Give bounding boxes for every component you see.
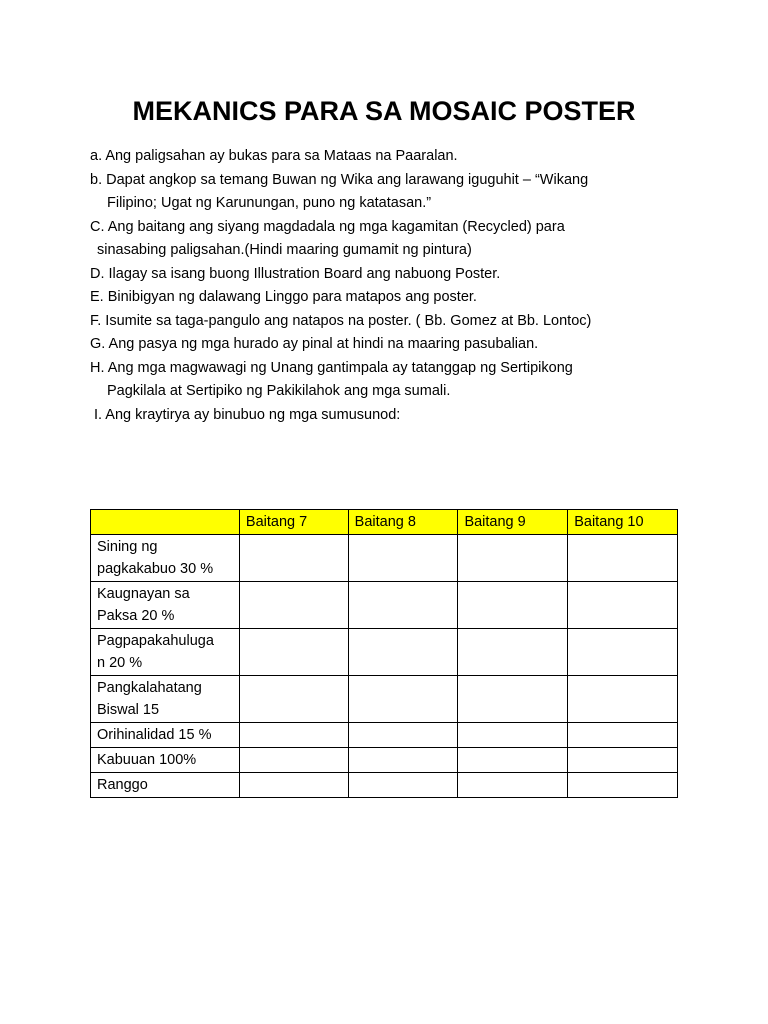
criterion-label-line: Ranggo [97,777,148,793]
header-baitang-10: Baitang 10 [568,510,678,535]
rule-g: G. Ang pasya ng mga hurado ay pinal at hindi na maaring pasubalian. [90,336,539,352]
criterion-label [91,535,240,582]
table-row [91,676,678,723]
header-baitang-9: Baitang 9 [458,510,568,535]
score-cell [458,748,568,773]
score-cell [239,582,348,629]
score-cell [239,629,348,676]
rule-c: C. Ang baitang ang siyang magdadala ng mga kagamitan (Recycled) para [90,218,565,235]
table-row [91,748,678,773]
header-cell-blank [91,510,240,535]
score-cell [239,748,348,773]
page-title: MEKANICS PARA SA MOSAIC POSTER [132,96,636,126]
criterion-label-line: n 20 % [97,655,143,671]
table-row [91,582,678,629]
score-cell [568,676,678,723]
criterion-label [91,676,240,723]
criterion-label-line: Sining ng [97,539,158,555]
header-baitang-7: Baitang 7 [239,510,348,535]
score-cell [348,723,458,748]
score-cell [348,748,458,773]
score-cell [458,676,568,723]
table-row [91,723,678,748]
score-cell [458,773,568,798]
score-cell [568,748,678,773]
score-cell [348,535,458,582]
rule-h: H. Ang mga magwawagi ng Unang gantimpala ay tatanggap ng Sertipikong [90,359,573,376]
header-baitang-8: Baitang 8 [348,510,458,535]
rule-f: F. Isumite sa taga-pangulo ang natapos na poster. ( Bb. Gomez at Bb. Lontoc) [90,312,592,329]
score-cell [239,723,348,748]
criterion-label [91,582,240,629]
criterion-label [91,723,240,748]
criterion-label-line: Pangkalahatang [97,680,202,696]
table-row [91,773,678,798]
table-row [91,629,678,676]
score-cell [568,773,678,798]
table-row [91,535,678,582]
criterion-label [91,748,240,773]
table-header-row [91,510,678,535]
score-cell [348,582,458,629]
criterion-label-line: Kaugnayan sa [97,586,190,602]
criterion-label [91,629,240,676]
rule-b-continued: Filipino; Ugat ng Karunungan, puno ng katatasan.” [107,195,432,211]
criterion-label [91,773,240,798]
score-cell [458,582,568,629]
score-cell [239,535,348,582]
criterion-label-line: Biswal 15 [97,702,160,718]
score-cell [568,535,678,582]
criterion-label-line: Paksa 20 % [97,608,175,624]
criterion-label-line: Kabuuan 100% [97,752,197,768]
mechanics-list [90,145,690,427]
score-cell [348,676,458,723]
rule-a: a. Ang paligsahan ay bukas para sa Mataas na Paaralan. [90,148,458,164]
rule-i: I. Ang kraytirya ay binubuo ng mga sumusunod: [94,406,401,423]
rule-h-continued: Pagkilala at Sertipiko ng Pakikilahok ang mga sumali. [107,383,451,399]
score-cell [458,535,568,582]
criterion-label-line: Orihinalidad 15 % [97,727,212,743]
rule-b: b. Dapat angkop sa temang Buwan ng Wika ang larawang iguguhit – “Wikang [90,171,589,188]
score-cell [348,629,458,676]
score-cell [239,676,348,723]
criterion-label-line: Pagpapakahuluga [97,633,214,649]
rule-d: D. Ilagay sa isang buong Illustration Board ang nabuong Poster. [90,265,501,282]
score-cell [568,629,678,676]
criterion-label-line: pagkakabuo 30 % [97,561,214,577]
rule-c-continued: sinasabing paligsahan.(Hindi maaring gumamit ng pintura) [97,242,472,258]
score-cell [458,629,568,676]
score-cell [348,773,458,798]
score-cell [568,723,678,748]
criteria-table [90,509,678,798]
score-cell [458,723,568,748]
rule-e: E. Binibigyan ng dalawang Linggo para matapos ang poster. [90,289,477,305]
score-cell [239,773,348,798]
score-cell [568,582,678,629]
